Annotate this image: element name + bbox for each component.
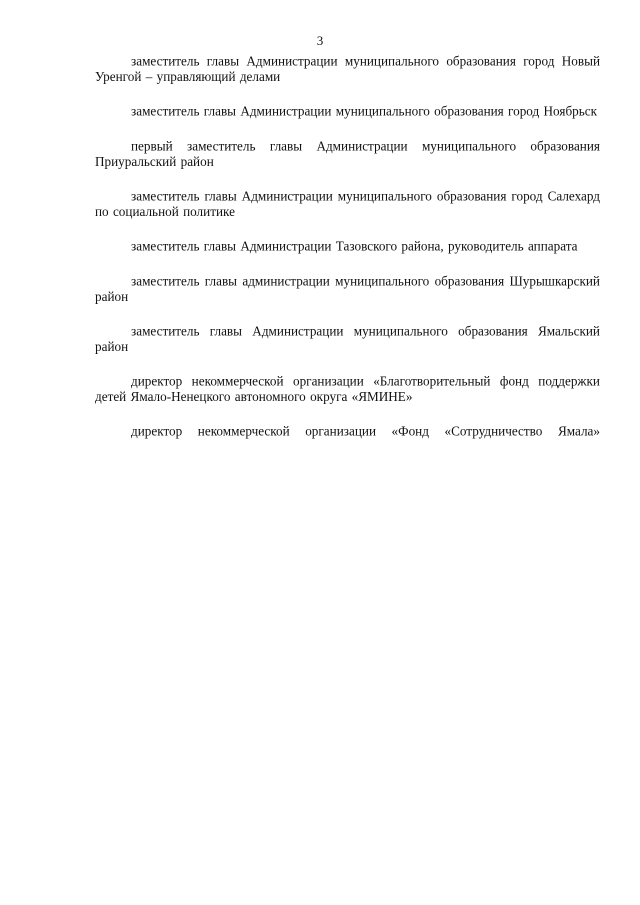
list-item: директор некоммерческой организации «Благотворительный фонд поддержки детей Ямало-Ненецкого автономного округа «ЯМИНЕ» bbox=[95, 373, 600, 405]
list-item: директор некоммерческой организации «Фонд «Сотрудничество Ямала» bbox=[131, 423, 600, 439]
list-item: заместитель главы Администрации муниципального образования город Ноябрьск bbox=[131, 103, 598, 119]
officials-list bbox=[95, 53, 600, 458]
list-item: первый заместитель главы Администрации муниципального образования Приуральский район bbox=[95, 138, 600, 170]
list-item: заместитель главы Администрации Тазовского района, руководитель аппарата bbox=[131, 238, 578, 254]
list-item: заместитель главы Администрации муниципального образования Ямальский район bbox=[95, 323, 600, 355]
list-item: заместитель главы Администрации муниципального образования город Салехард по социальной политике bbox=[95, 188, 600, 220]
list-item: заместитель главы администрации муниципального образования Шурышкарский район bbox=[95, 273, 600, 305]
list-item: заместитель главы Администрации муниципального образования город Новый Уренгой – управляющий делами bbox=[95, 53, 600, 85]
page-number: 3 bbox=[316, 33, 324, 48]
